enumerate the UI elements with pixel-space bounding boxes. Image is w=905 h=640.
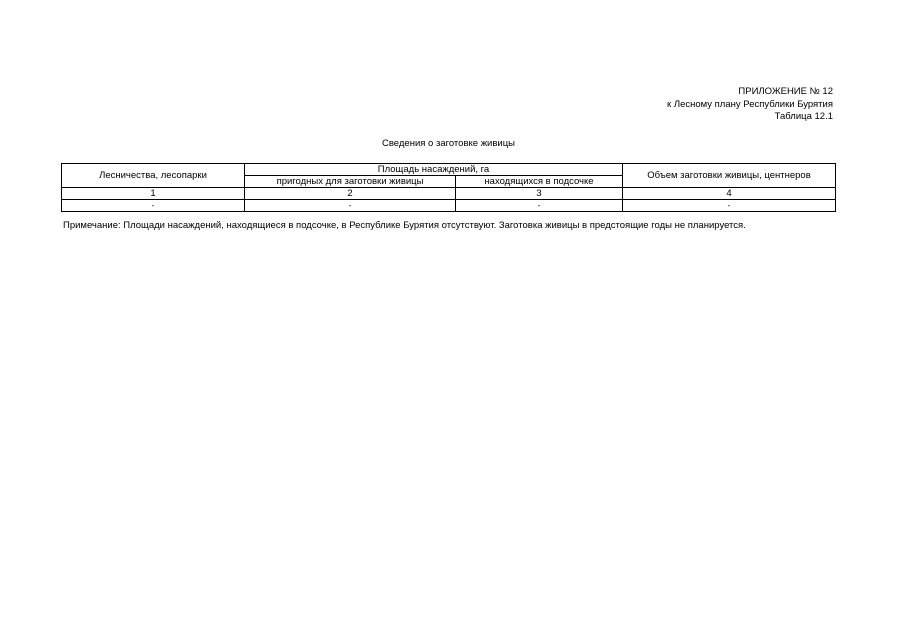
column-number-3: 3: [456, 188, 623, 200]
header-area-group: Площадь насаждений, га: [245, 164, 623, 176]
cell-suitable: -: [245, 200, 456, 212]
table-row: [62, 200, 836, 212]
column-number-1: 1: [62, 188, 245, 200]
header-suitable: пригодных для заготовки живицы: [245, 176, 456, 188]
table-number: Таблица 12.1: [774, 111, 833, 122]
cell-volume: -: [623, 200, 836, 212]
appendix-reference: к Лесному плану Республики Бурятия: [667, 98, 833, 110]
resin-harvest-table: [61, 163, 836, 212]
column-number-4: 4: [623, 188, 836, 200]
header-tapping: находящихся в подсочке: [456, 176, 623, 188]
appendix-header: [667, 86, 833, 124]
cell-forestries: -: [62, 200, 245, 212]
cell-tapping: -: [456, 200, 623, 212]
column-number-2: 2: [245, 188, 456, 200]
table-note: Примечание: Площади насаждений, находящиеся в подсочке, в Республике Бурятия отсутствуют. Заготовка живицы в предстоящие годы не планируется.: [63, 220, 746, 231]
table-title: Сведения о заготовке живицы: [382, 138, 515, 149]
header-forestries: Лесничества, лесопарки: [62, 164, 245, 188]
header-volume: Объем заготовки живицы, центнеров: [623, 164, 836, 188]
header-row-1: [62, 164, 836, 176]
appendix-number: ПРИЛОЖЕНИЕ № 12: [738, 86, 833, 97]
column-number-row: [62, 188, 836, 200]
